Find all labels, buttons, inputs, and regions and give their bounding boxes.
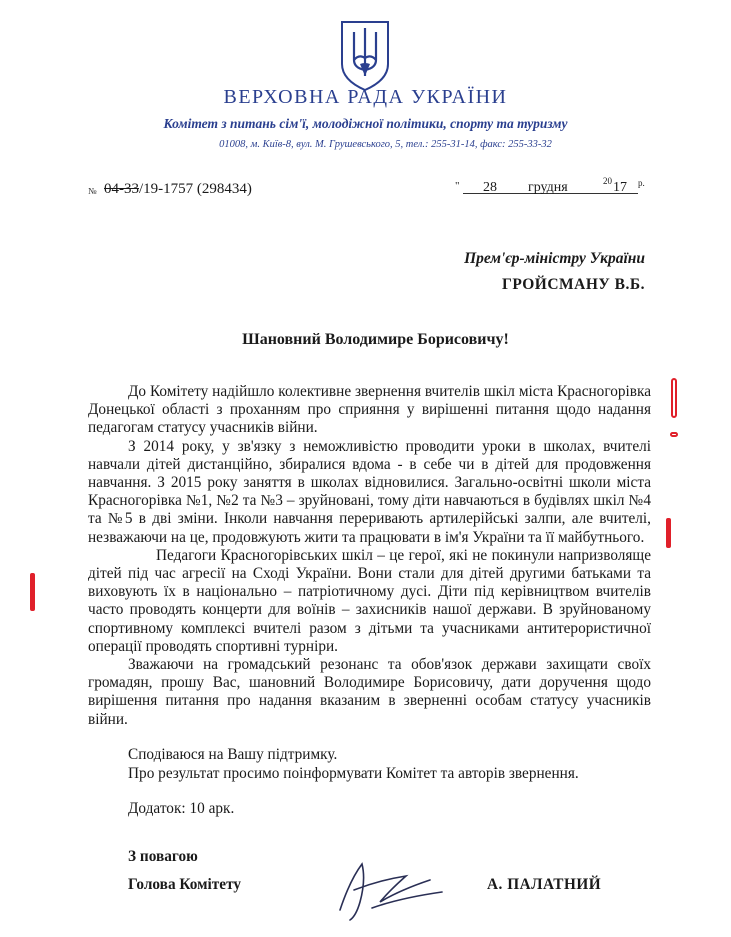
- red-mark-4: [30, 573, 35, 611]
- letter-date: " 28 грудня 20 17 р.: [455, 176, 645, 195]
- regards: З повагою: [128, 848, 198, 865]
- date-year-prefix: 20: [603, 176, 612, 186]
- reference-label: №: [88, 186, 97, 196]
- salutation: Шановний Володимире Борисовичу!: [242, 331, 509, 348]
- attachment-note: Додаток: 10 арк.: [128, 800, 235, 817]
- red-mark-1: [671, 378, 677, 418]
- body-paragraph-1: До Комітету надійшло колективне звернення вчителів шкіл міста Красногорівка Донецької області з проханням про сприяння у вирішенні питання щодо надання педагогам статусу учасників війни.: [88, 383, 651, 437]
- body-paragraph-2: З 2014 року, у зв'язку з неможливістю проводити уроки в школах, вчителі навчали дітей дистанційно, збиралися вдома - в себе чи в дітей для продовження навчання. З 2015 року заняття в школах відновилися. Загально-освітні школи міста Красногорівка №1, №2 та №3 – зруйновані, тому діти навчаються в будівлях шкіл №4 та №5 в дві зміни. Інколи навчання переривають артилерійські залпи, але вчителі, незважаючи на це, продовжують жити та працювати в ім'я України та її майбутнього.: [88, 437, 651, 546]
- date-suffix: р.: [638, 178, 645, 188]
- closing-line-2: Про результат просимо поінформувати Комітет та авторів звернення.: [128, 765, 579, 782]
- date-day: 28: [483, 180, 497, 195]
- red-mark-3: [666, 518, 671, 548]
- reference-struck: 04-33: [104, 181, 139, 197]
- letter-body: [88, 383, 651, 729]
- signer-name: А. ПАЛАТНИЙ: [487, 876, 602, 893]
- recipient-name: ГРОЙСМАНУ В.Б.: [501, 276, 645, 293]
- body-paragraph-3: Педагоги Красногорівських шкіл – це герої, які не покинули напризволяще дітей під час агресії на Сході України. Вони стали для дітей другими батьками та виховують їх в національно – патріотичному дусі. Діти під керівництвом вчителів часто проводять концерти для воїнів – захисників нашої держави. В зруйнованому спортивному комплексі вчителі разом з дітьми та учасниками антитерористичної операції проводять спортивні турніри.: [88, 546, 651, 655]
- body-paragraph-4: Зважаючи на громадський резонанс та обов'язок держави захищати своїх громадян, прошу Вас, шановний Володимире Борисовичу, дати доручення щодо вирішення питання про надання вказаним в зверненні особам статусу учасників війни.: [88, 656, 651, 728]
- letterhead-title: ВЕРХОВНА РАДА УКРАЇНИ: [223, 86, 508, 108]
- reference-rest: /19-1757 (298434): [139, 181, 252, 197]
- committee-name: Комітет з питань сім'ї, молодіжної політики, спорту та туризму: [163, 116, 568, 131]
- recipient-title: Прем'єр-міністру України: [464, 250, 645, 267]
- trident-emblem-icon: [338, 18, 392, 92]
- red-mark-2: [670, 432, 678, 437]
- committee-address: 01008, м. Київ-8, вул. М. Грушевського, 5, тел.: 255-31-14, факс: 255-33-32: [219, 139, 552, 150]
- date-year: 17: [613, 180, 627, 195]
- closing: [128, 745, 579, 783]
- closing-line-1: Сподіваюся на Вашу підтримку.: [128, 746, 338, 763]
- date-month: грудня: [528, 180, 568, 195]
- reference-number: [104, 181, 252, 198]
- signer-position: Голова Комітету: [128, 876, 242, 893]
- handwritten-signature: [310, 850, 460, 925]
